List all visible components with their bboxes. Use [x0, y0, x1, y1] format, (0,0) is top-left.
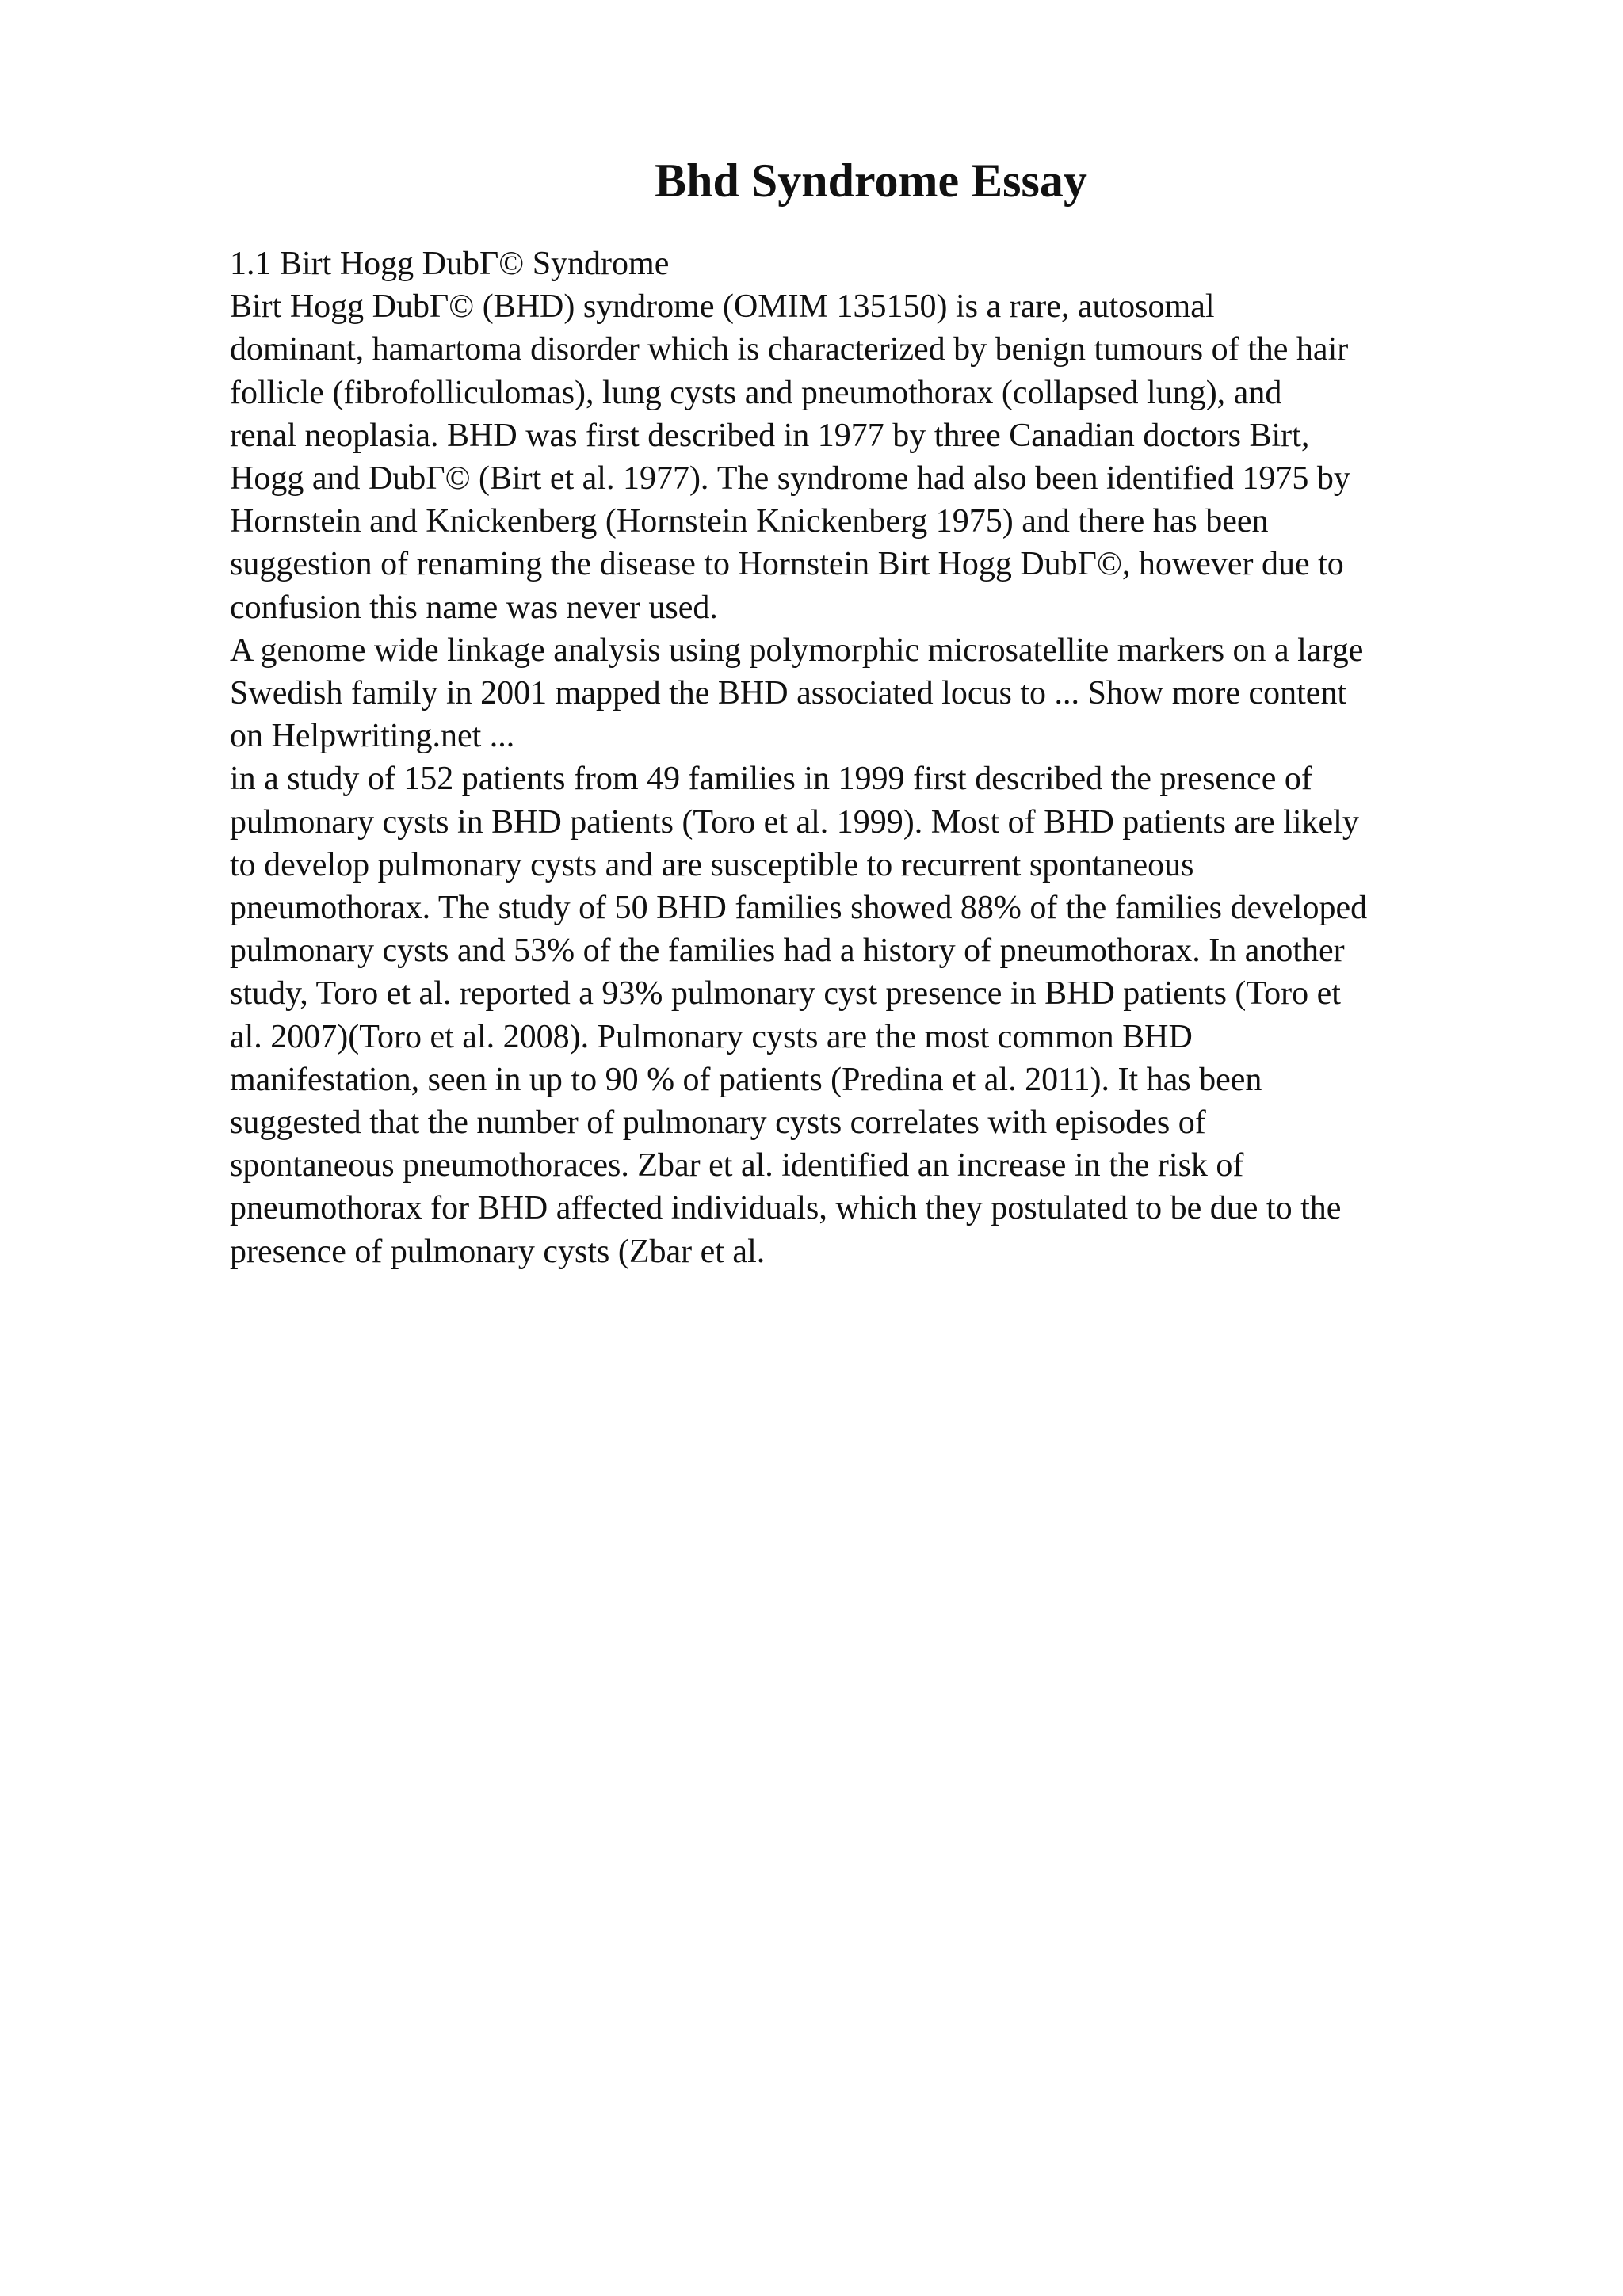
text-line: manifestation, seen in up to 90 % of patients (Predina et al. 2011). It has been	[230, 1061, 1262, 1098]
document-body	[230, 242, 1498, 1273]
text-line: suggested that the number of pulmonary cysts correlates with episodes of	[230, 1104, 1206, 1142]
text-line: to develop pulmonary cysts and are susceptible to recurrent spontaneous	[230, 846, 1194, 883]
text-line: Hornstein and Knickenberg (Hornstein Knickenberg 1975) and there has been	[230, 503, 1269, 540]
text-line: follicle (fibrofolliculomas), lung cysts and pneumothorax (collapsed lung), and	[230, 374, 1282, 411]
text-line: 1.1 Birt Hogg DubГ© Syndrome	[230, 246, 670, 282]
text-line: A genome wide linkage analysis using polymorphic microsatellite markers on a large	[230, 631, 1364, 669]
text-line: presence of pulmonary cysts (Zbar et al.	[230, 1233, 766, 1270]
text-line: pneumothorax for BHD affected individuals, which they postulated to be due to the	[230, 1190, 1342, 1227]
text-line: dominant, hamartoma disorder which is characterized by benign tumours of the hair	[230, 331, 1349, 368]
text-line: confusion this name was never used.	[230, 589, 718, 626]
text-line: pneumothorax. The study of 50 BHD families showed 88% of the families developed	[230, 890, 1368, 927]
text-line: Birt Hogg DubГ© (BHD) syndrome (OMIM 135150) is a rare, autosomal	[230, 288, 1215, 326]
text-line: on Helpwriting.net ...	[230, 718, 515, 755]
text-line: al. 2007)(Toro et al. 2008). Pulmonary cysts are the most common BHD	[230, 1018, 1193, 1055]
text-line: spontaneous pneumothoraces. Zbar et al. identified an increase in the risk of	[230, 1147, 1244, 1184]
text-line: in a study of 152 patients from 49 families in 1999 first described the presence of	[230, 761, 1312, 798]
text-line: pulmonary cysts in BHD patients (Toro et al. 1999). Most of BHD patients are likely	[230, 803, 1359, 841]
text-line: renal neoplasia. BHD was first described in 1977 by three Canadian doctors Birt,	[230, 417, 1310, 454]
text-line: suggestion of renaming the disease to Hornstein Birt Hogg DubГ©, however due to	[230, 546, 1344, 583]
document-title: Bhd Syndrome Essay	[655, 154, 1087, 207]
text-line: Swedish family in 2001 mapped the BHD associated locus to ... Show more content	[230, 675, 1347, 712]
text-line: study, Toro et al. reported a 93% pulmonary cyst presence in BHD patients (Toro et	[230, 975, 1341, 1013]
text-line: Hogg and DubГ© (Birt et al. 1977). The syndrome had also been identified 1975 by	[230, 460, 1350, 498]
text-line: pulmonary cysts and 53% of the families had a history of pneumothorax. In another	[230, 933, 1345, 970]
